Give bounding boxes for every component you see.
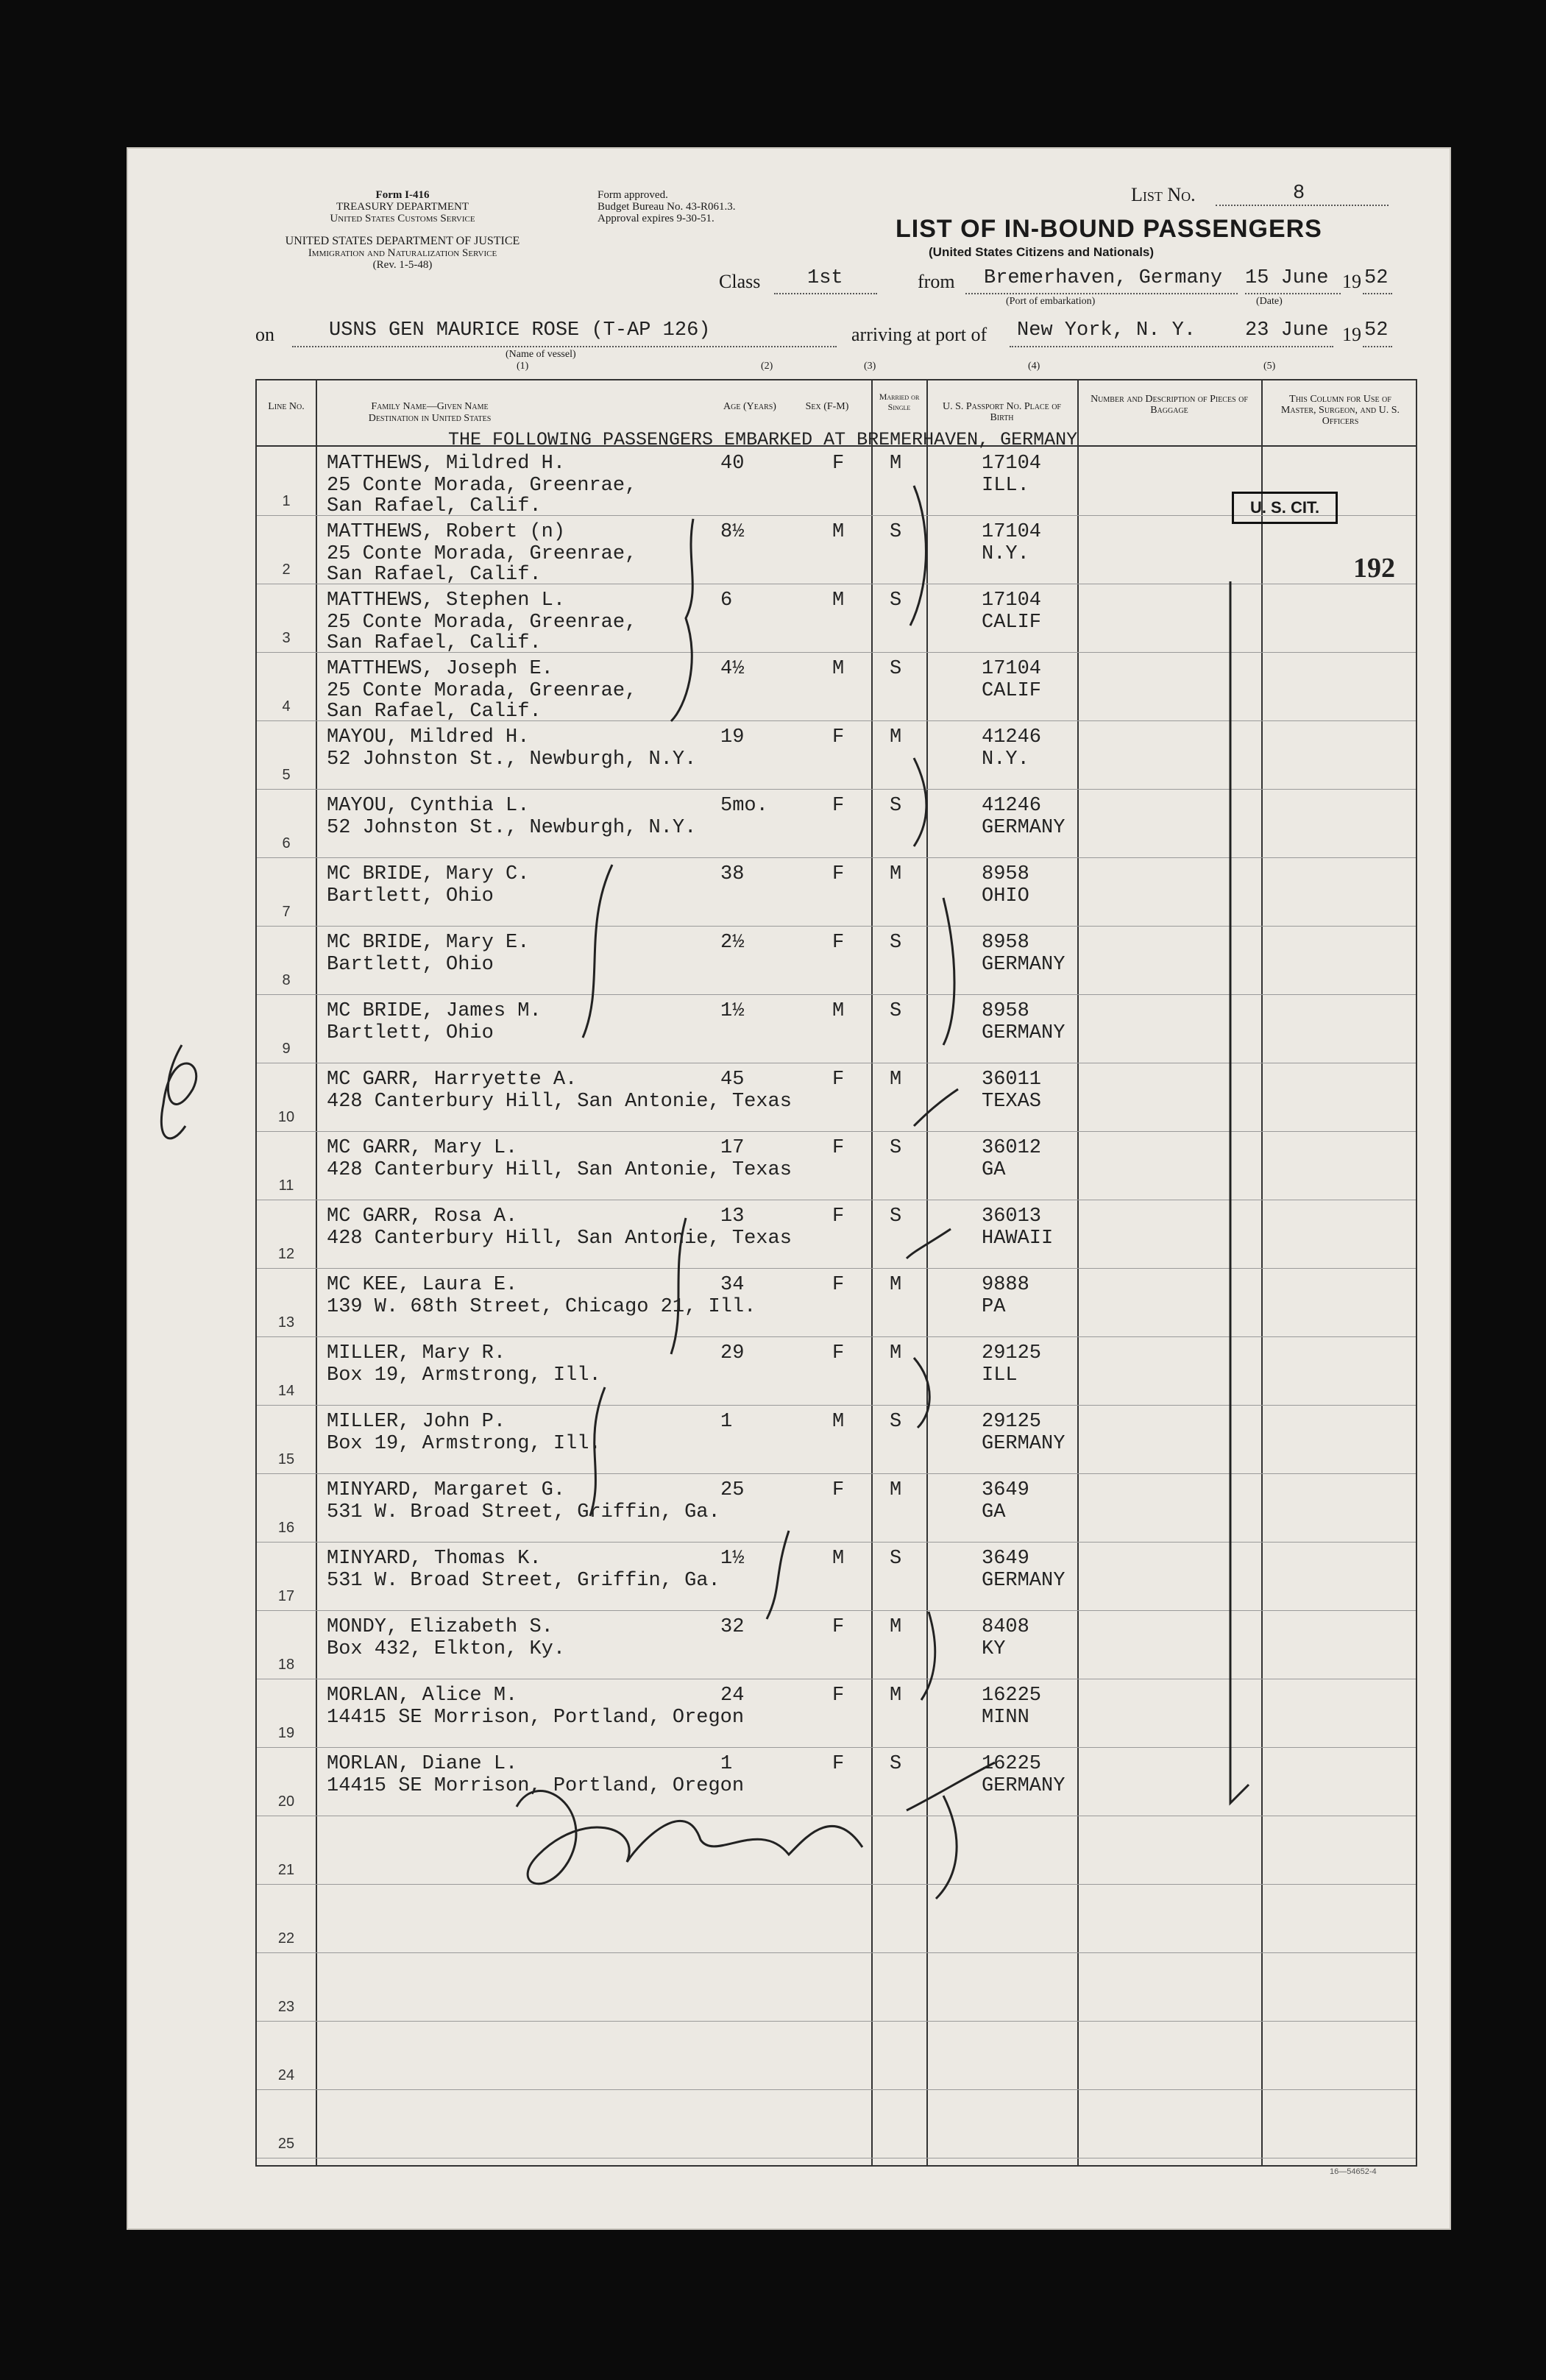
passenger-name: MC BRIDE, Mary E. bbox=[327, 932, 530, 954]
passenger-name: MORLAN, Alice M. bbox=[327, 1685, 518, 1707]
place-of-birth: CALIF bbox=[982, 680, 1042, 702]
passenger-sex: F bbox=[832, 1205, 845, 1228]
line-number: 9 bbox=[282, 1041, 291, 1057]
line-number: 16 bbox=[277, 1520, 295, 1536]
passenger-name: MATTHEWS, Mildred H. bbox=[327, 453, 566, 475]
passenger-name: MINYARD, Thomas K. bbox=[327, 1548, 542, 1570]
passenger-address: 14415 SE Morrison, Portland, Oregon bbox=[327, 1775, 745, 1797]
passport-number: 17104 bbox=[982, 589, 1042, 612]
line-number: 4 bbox=[282, 698, 291, 715]
passenger-marital-status: S bbox=[890, 1000, 902, 1022]
ins-service: Immigration and Naturalization Service bbox=[308, 247, 497, 259]
passenger-sex: M bbox=[832, 1000, 845, 1022]
arrival-year-prefix: 19 bbox=[1342, 324, 1361, 345]
header-sex: Sex (F-M) bbox=[805, 401, 849, 412]
line-number: 1 bbox=[282, 493, 291, 509]
passenger-age: 4½ bbox=[720, 658, 745, 680]
passport-number: 41246 bbox=[982, 795, 1042, 817]
bracket-mark bbox=[936, 1796, 957, 1899]
passport-number: 17104 bbox=[982, 453, 1042, 475]
passenger-sex: F bbox=[832, 1274, 845, 1296]
passenger-address: 428 Canterbury Hill, San Antonie, Texas bbox=[327, 1091, 792, 1113]
line-number: 21 bbox=[277, 1862, 295, 1878]
line-number: 5 bbox=[282, 767, 291, 783]
passport-number: 36013 bbox=[982, 1205, 1042, 1228]
passenger-name: MC BRIDE, Mary C. bbox=[327, 863, 530, 885]
place-of-birth: CALIF bbox=[982, 612, 1042, 634]
line-number: 25 bbox=[277, 2136, 295, 2152]
passenger-age: 1 bbox=[720, 1753, 733, 1775]
passenger-sex: F bbox=[832, 932, 845, 954]
place-of-birth: N.Y. bbox=[982, 748, 1029, 771]
passenger-sex: F bbox=[832, 726, 845, 748]
passenger-address: 52 Johnston St., Newburgh, N.Y. bbox=[327, 748, 697, 771]
passenger-marital-status: S bbox=[890, 1548, 902, 1570]
port-of-embarkation-caption: (Port of embarkation) bbox=[1006, 296, 1096, 307]
line-number: 8 bbox=[282, 972, 291, 988]
passenger-address: Bartlett, Ohio bbox=[327, 954, 494, 976]
column-number-2: (2) bbox=[761, 361, 773, 372]
line-number: 14 bbox=[277, 1383, 295, 1399]
place-of-birth: ILL. bbox=[982, 475, 1029, 497]
passenger-marital-status: S bbox=[890, 1205, 902, 1228]
place-of-birth: GERMANY bbox=[982, 1022, 1065, 1044]
passport-number: 41246 bbox=[982, 726, 1042, 748]
passenger-marital-status: M bbox=[890, 453, 902, 475]
passport-number: 8958 bbox=[982, 932, 1029, 954]
passenger-address-2: San Rafael, Calif. bbox=[327, 701, 542, 723]
bracket-mark bbox=[914, 758, 926, 846]
vessel-name: USNS GEN MAURICE ROSE (T-AP 126) bbox=[329, 319, 711, 341]
passenger-name: MONDY, Elizabeth S. bbox=[327, 1616, 553, 1638]
passenger-sex: F bbox=[832, 1685, 845, 1707]
passenger-name: MINYARD, Margaret G. bbox=[327, 1479, 566, 1501]
passenger-sex: F bbox=[832, 1753, 845, 1775]
list-no-value: 8 bbox=[1293, 183, 1305, 205]
passenger-address: 531 W. Broad Street, Griffin, Ga. bbox=[327, 1570, 720, 1592]
passenger-age: 1½ bbox=[720, 1000, 745, 1022]
line-number: 23 bbox=[277, 1999, 295, 2015]
column-number-1: (1) bbox=[517, 361, 529, 372]
place-of-birth: GA bbox=[982, 1501, 1006, 1523]
bracket-mark bbox=[907, 1763, 995, 1810]
place-of-birth: GERMANY bbox=[982, 1433, 1065, 1455]
line-number: 10 bbox=[277, 1109, 295, 1125]
passenger-marital-status: M bbox=[890, 1685, 902, 1707]
bracket-mark bbox=[767, 1531, 789, 1619]
passenger-name: MC BRIDE, James M. bbox=[327, 1000, 542, 1022]
passport-number: 29125 bbox=[982, 1411, 1042, 1433]
passenger-name: MC GARR, Mary L. bbox=[327, 1137, 518, 1159]
bracket-mark bbox=[910, 486, 926, 626]
bracket-mark bbox=[671, 1218, 686, 1354]
passenger-name: MATTHEWS, Stephen L. bbox=[327, 589, 566, 612]
place-of-birth: OHIO bbox=[982, 885, 1029, 907]
passenger-sex: M bbox=[832, 521, 845, 543]
header-baggage: Number and Description of Pieces of Baggage bbox=[1091, 394, 1248, 416]
passenger-sex: M bbox=[832, 1548, 845, 1570]
passenger-age: 34 bbox=[720, 1274, 745, 1296]
place-of-birth: GERMANY bbox=[982, 817, 1065, 839]
passenger-name: MILLER, John P. bbox=[327, 1411, 506, 1433]
bracket-mark bbox=[671, 519, 693, 721]
place-of-birth: GERMANY bbox=[982, 1775, 1065, 1797]
passenger-age: 40 bbox=[720, 453, 745, 475]
column-number-4: (4) bbox=[1028, 361, 1040, 372]
arrival-port: New York, N. Y. bbox=[1017, 319, 1196, 341]
bracket-mark bbox=[583, 865, 612, 1038]
from-label: from bbox=[918, 271, 955, 292]
passenger-address: 25 Conte Morada, Greenrae, bbox=[327, 612, 637, 634]
passenger-name: MC KEE, Laura E. bbox=[327, 1274, 518, 1296]
passenger-address: 25 Conte Morada, Greenrae, bbox=[327, 543, 637, 565]
passenger-age: 5mo. bbox=[720, 795, 768, 817]
page-title: LIST OF IN-BOUND PASSENGERS bbox=[896, 215, 1322, 243]
passenger-address-2: San Rafael, Calif. bbox=[327, 495, 542, 517]
passenger-address: 14415 SE Morrison, Portland, Oregon bbox=[327, 1707, 745, 1729]
passenger-marital-status: M bbox=[890, 1479, 902, 1501]
passport-number: 3649 bbox=[982, 1479, 1029, 1501]
passenger-address: Bartlett, Ohio bbox=[327, 1022, 494, 1044]
passenger-age: 32 bbox=[720, 1616, 745, 1638]
header-age: Age (Years) bbox=[723, 401, 776, 412]
passenger-sex: M bbox=[832, 658, 845, 680]
passenger-name: MAYOU, Mildred H. bbox=[327, 726, 530, 748]
line-number: 22 bbox=[277, 1930, 295, 1947]
passport-number: 16225 bbox=[982, 1685, 1042, 1707]
line-number: 13 bbox=[277, 1314, 295, 1331]
passport-number: 17104 bbox=[982, 521, 1042, 543]
passenger-address: 531 W. Broad Street, Griffin, Ga. bbox=[327, 1501, 720, 1523]
line-number: 3 bbox=[282, 630, 291, 646]
passenger-name: MC GARR, Rosa A. bbox=[327, 1205, 518, 1228]
line-number: 18 bbox=[277, 1657, 295, 1673]
passenger-age: 25 bbox=[720, 1479, 745, 1501]
arrival-year: 52 bbox=[1364, 319, 1389, 341]
line-number: 15 bbox=[277, 1451, 295, 1467]
departure-year-prefix: 19 bbox=[1342, 271, 1361, 292]
embark-note: THE FOLLOWING PASSENGERS EMBARKED AT BREMERHAVEN, GERMANY bbox=[448, 429, 1078, 450]
bracket-mark bbox=[907, 1229, 951, 1258]
passenger-sex: F bbox=[832, 1616, 845, 1638]
line-number: 17 bbox=[277, 1588, 295, 1604]
passenger-marital-status: M bbox=[890, 1069, 902, 1091]
margin-eight bbox=[161, 1045, 196, 1138]
column-number-3: (3) bbox=[864, 361, 876, 372]
arrival-date: 23 June bbox=[1245, 319, 1329, 341]
passport-number: 16225 bbox=[982, 1753, 1042, 1775]
class-label: Class bbox=[719, 271, 761, 292]
officer-count: 192 bbox=[1353, 553, 1395, 584]
passenger-name: MC GARR, Harryette A. bbox=[327, 1069, 578, 1091]
line-number: 7 bbox=[282, 904, 291, 920]
page-subtitle: (United States Citizens and Nationals) bbox=[929, 245, 1155, 259]
passenger-age: 6 bbox=[720, 589, 733, 612]
passenger-address: Box 19, Armstrong, Ill. bbox=[327, 1433, 601, 1455]
passenger-name: MILLER, Mary R. bbox=[327, 1342, 506, 1364]
header-family-name: Family Name—Given Name bbox=[371, 401, 489, 412]
treasury-department: TREASURY DEPARTMENT bbox=[336, 201, 469, 213]
passenger-age: 2½ bbox=[720, 932, 745, 954]
handwritten-marks bbox=[127, 147, 1451, 2230]
line-number: 19 bbox=[277, 1725, 295, 1741]
header-line-no: Line No. bbox=[268, 401, 305, 412]
place-of-birth: GERMANY bbox=[982, 1570, 1065, 1592]
header-destination: Destination in United States bbox=[368, 413, 492, 424]
passenger-name: MORLAN, Diane L. bbox=[327, 1753, 518, 1775]
bracket-mark bbox=[921, 1612, 935, 1700]
date-caption: (Date) bbox=[1256, 296, 1283, 307]
passenger-name: MAYOU, Cynthia L. bbox=[327, 795, 530, 817]
place-of-birth: GERMANY bbox=[982, 954, 1065, 976]
passenger-address: 428 Canterbury Hill, San Antonie, Texas bbox=[327, 1228, 792, 1250]
passenger-age: 24 bbox=[720, 1685, 745, 1707]
passenger-address: 428 Canterbury Hill, San Antonie, Texas bbox=[327, 1159, 792, 1181]
place-of-birth: PA bbox=[982, 1296, 1006, 1318]
passenger-address-2: San Rafael, Calif. bbox=[327, 564, 542, 586]
passenger-address: Box 19, Armstrong, Ill. bbox=[327, 1364, 601, 1386]
form-number: Form I-416 bbox=[375, 189, 430, 201]
passenger-marital-status: S bbox=[890, 1411, 902, 1433]
place-of-birth: MINN bbox=[982, 1707, 1029, 1729]
passport-number: 9888 bbox=[982, 1274, 1029, 1296]
class-value: 1st bbox=[807, 267, 843, 289]
departure-date: 15 June bbox=[1245, 267, 1329, 289]
passenger-marital-status: M bbox=[890, 1616, 902, 1638]
passport-number: 17104 bbox=[982, 658, 1042, 680]
line-number: 2 bbox=[282, 562, 291, 578]
passport-number: 8408 bbox=[982, 1616, 1029, 1638]
arriving-label: arriving at port of bbox=[851, 324, 987, 345]
approval-expires: Approval expires 9-30-51. bbox=[598, 213, 715, 224]
budget-bureau: Budget Bureau No. 43-R061.3. bbox=[598, 201, 736, 213]
passenger-marital-status: M bbox=[890, 1274, 902, 1296]
line-number: 12 bbox=[277, 1246, 295, 1262]
customs-service: United States Customs Service bbox=[330, 213, 475, 224]
passport-number: 29125 bbox=[982, 1342, 1042, 1364]
passport-number: 3649 bbox=[982, 1548, 1029, 1570]
passenger-address: Box 432, Elkton, Ky. bbox=[327, 1638, 566, 1660]
column-number-5: (5) bbox=[1263, 361, 1276, 372]
passenger-age: 17 bbox=[720, 1137, 745, 1159]
passenger-address-2: San Rafael, Calif. bbox=[327, 632, 542, 654]
passenger-sex: M bbox=[832, 1411, 845, 1433]
passenger-address: Bartlett, Ohio bbox=[327, 885, 494, 907]
passenger-name: MATTHEWS, Robert (n) bbox=[327, 521, 566, 543]
vessel-caption: (Name of vessel) bbox=[506, 349, 576, 360]
passenger-age: 45 bbox=[720, 1069, 745, 1091]
footer-code: 16—54652-4 bbox=[1330, 2167, 1377, 2176]
passenger-age: 29 bbox=[720, 1342, 745, 1364]
passenger-sex: F bbox=[832, 1479, 845, 1501]
passenger-address: 139 W. 68th Street, Chicago 21, Ill. bbox=[327, 1296, 756, 1318]
form-revision: (Rev. 1-5-48) bbox=[372, 259, 433, 271]
bracket-mark bbox=[914, 1358, 929, 1428]
passenger-marital-status: M bbox=[890, 726, 902, 748]
passenger-marital-status: S bbox=[890, 795, 902, 817]
passport-number: 8958 bbox=[982, 863, 1029, 885]
department-of-justice: UNITED STATES DEPARTMENT OF JUSTICE bbox=[285, 235, 520, 247]
place-of-birth: KY bbox=[982, 1638, 1006, 1660]
check-mark bbox=[1230, 581, 1249, 1803]
place-of-birth: ILL bbox=[982, 1364, 1018, 1386]
us-citizen-stamp: U. S. CIT. bbox=[1232, 492, 1338, 524]
passenger-age: 1 bbox=[720, 1411, 733, 1433]
passenger-marital-status: S bbox=[890, 1137, 902, 1159]
passenger-marital-status: S bbox=[890, 658, 902, 680]
passenger-address: 25 Conte Morada, Greenrae, bbox=[327, 680, 637, 702]
passenger-sex: F bbox=[832, 1137, 845, 1159]
list-no-label: List No. bbox=[1131, 184, 1196, 205]
passenger-age: 38 bbox=[720, 863, 745, 885]
passenger-address: 52 Johnston St., Newburgh, N.Y. bbox=[327, 817, 697, 839]
passport-number: 36011 bbox=[982, 1069, 1042, 1091]
place-of-birth: HAWAII bbox=[982, 1228, 1054, 1250]
line-number: 20 bbox=[277, 1793, 295, 1810]
passenger-marital-status: S bbox=[890, 589, 902, 612]
bracket-mark bbox=[943, 898, 954, 1045]
form-approved: Form approved. bbox=[598, 189, 668, 201]
departure-year: 52 bbox=[1364, 267, 1389, 289]
passport-number: 8958 bbox=[982, 1000, 1029, 1022]
passenger-marital-status: M bbox=[890, 1342, 902, 1364]
header-officers: This Column for Use of Master, Surgeon, and U. S. Officers bbox=[1280, 394, 1400, 427]
header-passport: U. S. Passport No. Place of Birth bbox=[943, 401, 1061, 423]
passenger-age: 8½ bbox=[720, 521, 745, 543]
passenger-age: 13 bbox=[720, 1205, 745, 1228]
passenger-marital-status: S bbox=[890, 521, 902, 543]
place-of-birth: TEXAS bbox=[982, 1091, 1042, 1113]
place-of-birth: GA bbox=[982, 1159, 1006, 1181]
passenger-sex: F bbox=[832, 1069, 845, 1091]
line-number: 24 bbox=[277, 2067, 295, 2083]
passport-number: 36012 bbox=[982, 1137, 1042, 1159]
manifest-page bbox=[127, 147, 1451, 2230]
line-number: 11 bbox=[278, 1177, 294, 1194]
passenger-marital-status: M bbox=[890, 863, 902, 885]
passenger-name: MATTHEWS, Joseph E. bbox=[327, 658, 553, 680]
passenger-marital-status: S bbox=[890, 932, 902, 954]
passenger-sex: F bbox=[832, 863, 845, 885]
passenger-sex: M bbox=[832, 589, 845, 612]
bracket-mark bbox=[914, 1089, 958, 1126]
passenger-address: 25 Conte Morada, Greenrae, bbox=[327, 475, 637, 497]
passenger-age: 1½ bbox=[720, 1548, 745, 1570]
on-label: on bbox=[255, 324, 274, 345]
bracket-mark bbox=[590, 1387, 605, 1516]
passenger-sex: F bbox=[832, 1342, 845, 1364]
signature bbox=[517, 1791, 862, 1884]
line-number: 6 bbox=[282, 835, 291, 851]
passenger-age: 19 bbox=[720, 726, 745, 748]
port-of-embarkation: Bremerhaven, Germany bbox=[984, 267, 1223, 289]
place-of-birth: N.Y. bbox=[982, 543, 1029, 565]
passenger-marital-status: S bbox=[890, 1753, 902, 1775]
passenger-sex: F bbox=[832, 795, 845, 817]
header-married: Married or Single bbox=[879, 392, 920, 412]
passenger-sex: F bbox=[832, 453, 845, 475]
